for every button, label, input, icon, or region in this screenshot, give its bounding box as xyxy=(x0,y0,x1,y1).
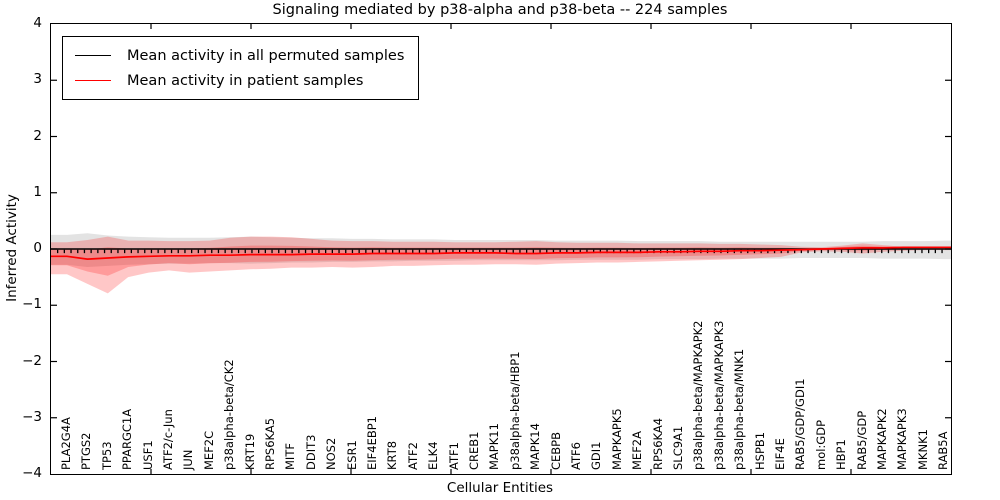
x-tick-label: HSPB1 xyxy=(752,431,767,470)
x-tick-label: MAPK11 xyxy=(487,423,502,470)
y-tick-label: 4 xyxy=(33,15,42,31)
x-tick-label: EIF4E xyxy=(773,438,787,470)
y-tick-label: 1 xyxy=(33,183,42,200)
x-tick-label: ATF6 xyxy=(569,442,583,470)
y-tick-label: −4 xyxy=(22,465,42,481)
legend xyxy=(62,36,419,100)
y-tick-label: 2 xyxy=(33,127,42,144)
x-axis-label: Cellular Entities xyxy=(446,480,554,496)
x-tick-label: TP53 xyxy=(99,441,114,470)
x-tick-label: RPS6KA5 xyxy=(263,417,277,470)
x-tick-label: ATF1 xyxy=(446,442,461,470)
x-tick-label: PTGS2 xyxy=(79,432,94,470)
x-tick-label: JUN xyxy=(181,449,196,470)
x-tick-label: MITF xyxy=(283,443,298,470)
x-tick-label: MEF2C xyxy=(201,430,216,470)
legend-label: Mean activity in patient samples xyxy=(127,72,364,89)
x-tick-label: USF1 xyxy=(140,440,155,470)
x-tick-label: RAB5/GDP/GDI1 xyxy=(793,378,808,470)
x-tick-label: p38alpha-beta/HBP1 xyxy=(507,351,522,470)
y-tick-label: 3 xyxy=(33,71,42,88)
y-tick-label: −2 xyxy=(22,352,42,369)
y-axis-label: Inferred Activity xyxy=(4,194,20,302)
x-tick-label: KRT8 xyxy=(385,440,400,470)
legend-item-patient xyxy=(75,68,404,93)
x-tick-label: NOS2 xyxy=(324,437,339,470)
x-tick-label: DDIT3 xyxy=(303,434,318,470)
y-tick-label: −1 xyxy=(22,296,42,313)
x-tick-label: SLC9A1 xyxy=(671,425,685,470)
x-tick-label: CEBPB xyxy=(548,431,563,470)
legend-item-permuted xyxy=(75,43,404,68)
x-tick-label: mol:GDP xyxy=(813,419,828,470)
x-tick-label: MKNK1 xyxy=(915,429,930,470)
x-tick-label: CREB1 xyxy=(467,431,481,470)
y-tick-label: 0 xyxy=(33,240,42,256)
y-tick-label: −3 xyxy=(22,408,42,425)
x-tick-label: p38alpha-beta/CK2 xyxy=(222,359,237,470)
x-tick-label: p38alpha-beta/MAPKAPK2 xyxy=(691,320,706,470)
x-tick-label: ESR1 xyxy=(344,440,359,470)
x-tick-label: p38alpha-beta/MNK1 xyxy=(732,348,747,470)
x-tick-label: ATF2 xyxy=(405,442,420,470)
x-tick-label: EIF4EBP1 xyxy=(365,416,379,470)
x-tick-label: MEF2A xyxy=(630,431,645,470)
x-tick-label: MAPKAPK5 xyxy=(609,408,624,470)
chart-title: Signaling mediated by p38-alpha and p38-beta -- 224 samples xyxy=(272,2,728,18)
x-tick-label: GDI1 xyxy=(589,441,604,470)
x-tick-label: RAB5A xyxy=(936,431,951,470)
permuted-line-swatch xyxy=(75,55,111,56)
legend-label: Mean activity in all permuted samples xyxy=(127,47,405,64)
patient-line-swatch xyxy=(75,80,111,81)
x-tick-label: p38alpha-beta/MAPKAPK3 xyxy=(711,320,726,470)
x-tick-label: PPARGC1A xyxy=(120,408,135,470)
x-tick-label: PLA2G4A xyxy=(59,417,73,470)
x-tick-label: HBP1 xyxy=(834,439,849,470)
x-tick-label: MAPK14 xyxy=(528,423,543,470)
x-tick-label: RAB5/GDP xyxy=(854,410,869,470)
x-tick-label: RPS6KA4 xyxy=(650,417,665,470)
x-tick-label: KRT19 xyxy=(242,433,257,470)
x-tick-label: ELK4 xyxy=(426,441,441,470)
x-tick-label: ATF2/c-Jun xyxy=(161,409,175,470)
x-tick-label: MAPKAPK3 xyxy=(895,408,910,470)
x-tick-label: MAPKAPK2 xyxy=(875,408,889,470)
